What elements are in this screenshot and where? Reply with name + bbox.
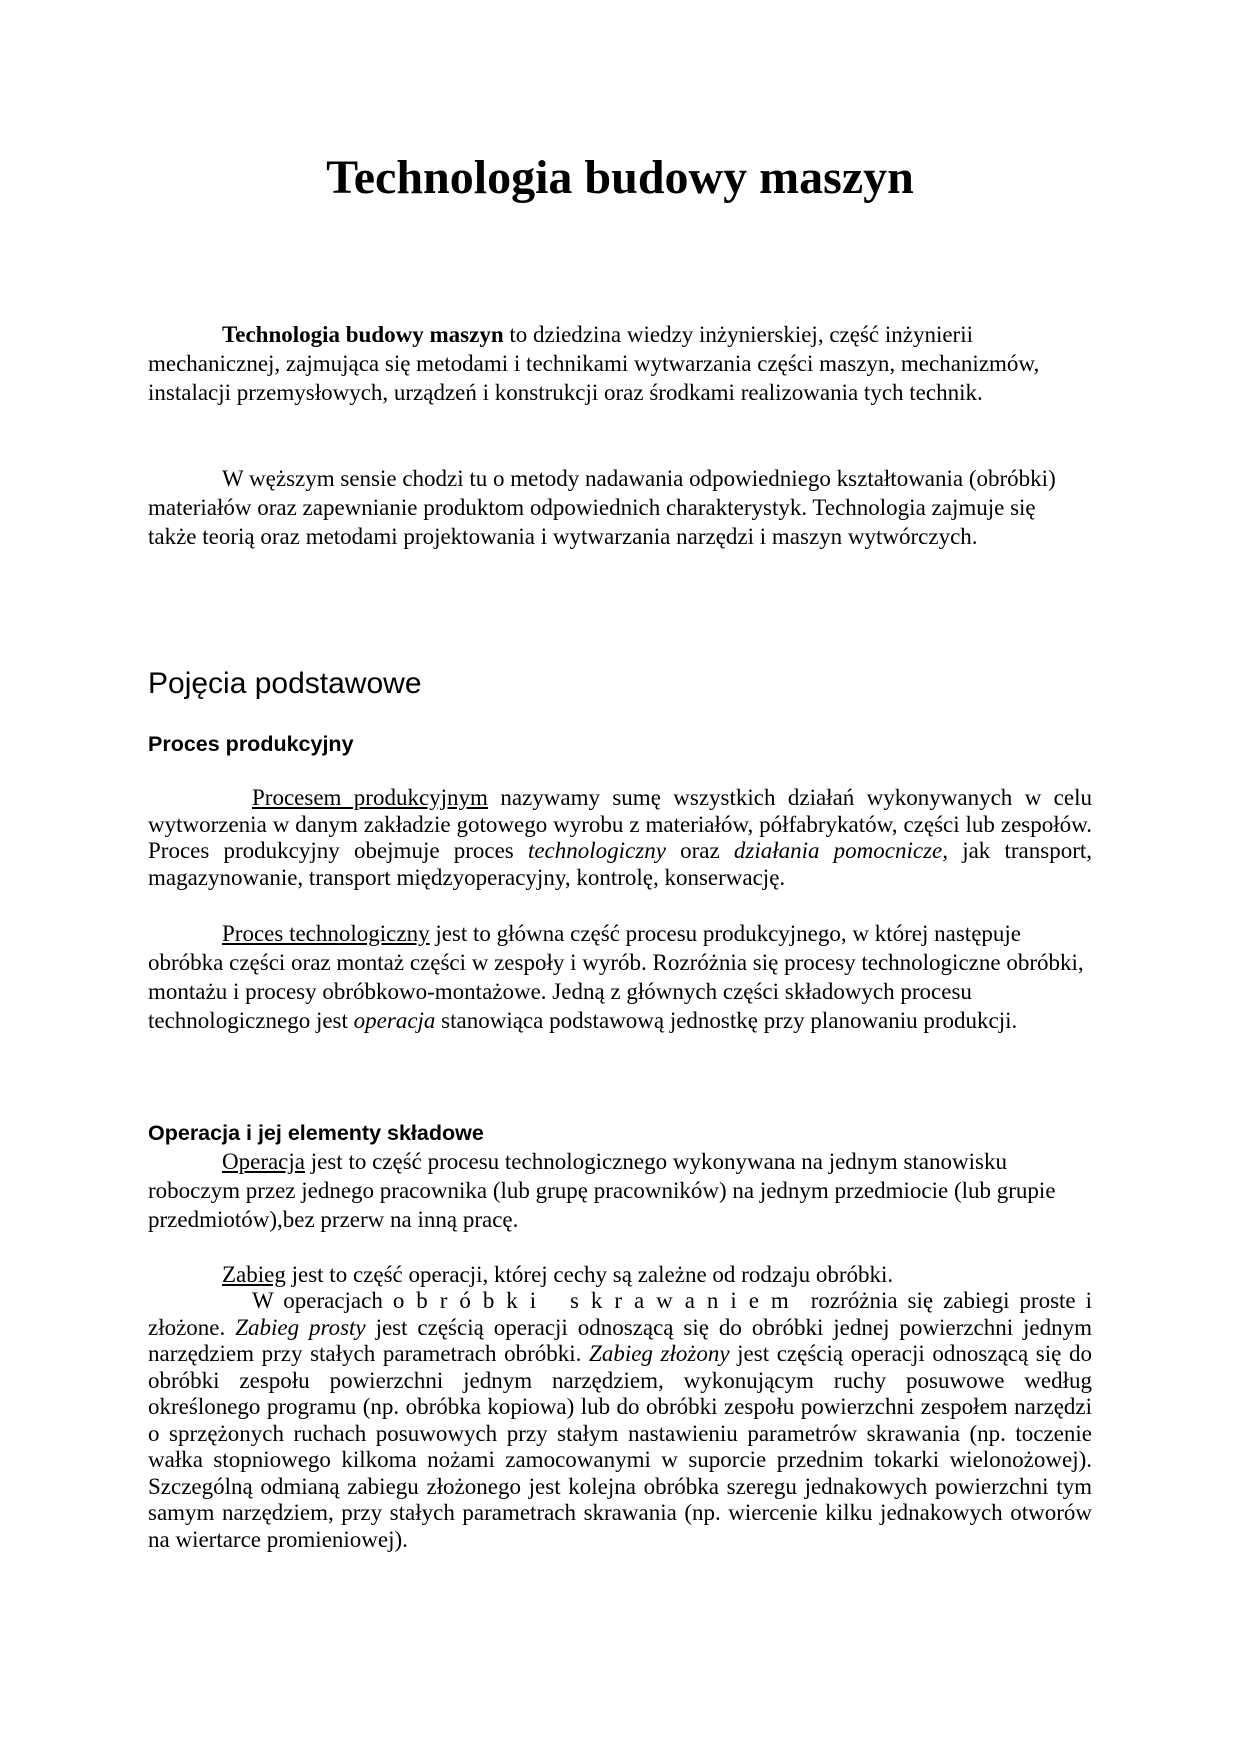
- zabiegi-paragraph: [148, 1288, 1092, 1553]
- technologiczny-text-a: jest to główna część procesu produkcyjnego, w której następuje obróbka części oraz montaż części w zespoły i wyrób. Rozróżnia się procesy technologiczne obróbki, montażu i procesy obróbkowo-montażowe. Jedną z głównych części składowych procesu technologicznego jest: [148, 921, 1084, 1033]
- zabiegi-text-c: jest częścią operacji odnoszącą się do obróbki jednej powierzchni jednym narzędziem przy stałych parametrach obróbki.: [148, 1314, 1092, 1366]
- operacja-paragraph: [148, 1147, 1092, 1234]
- proces-text-b: oraz: [665, 838, 734, 863]
- intro-term: Technologia budowy maszyn: [222, 322, 504, 347]
- proces-term: Procesem produkcyjnym: [252, 785, 488, 810]
- zabiegi-spaced-term: obróbki skrawaniem: [392, 1288, 801, 1313]
- zabiegi-text-b: rozróżnia się zabiegi proste i złożone.: [148, 1288, 1092, 1340]
- zabieg-paragraph: [148, 1262, 1092, 1289]
- technologiczny-text-b: stanowiąca podstawową jednostkę przy planowaniu produkcji.: [435, 1008, 1018, 1033]
- technologiczny-term: Proces technologiczny: [222, 921, 430, 946]
- intro-paragraph: [148, 320, 1088, 407]
- proces-text-c: jak transport, magazynowanie, transport międzyoperacyjny, kontrolę, konserwację.: [148, 838, 1092, 890]
- intro-text: to dziedzina wiedzy inżynierskiej, część inżynierii mechanicznej, zajmująca się metodami i technikami wytwarzania części maszyn, mechanizmów, instalacji przemysłowych, urządzeń i konstrukcji oraz środkami realizowania tych technik.: [148, 322, 1040, 405]
- proces-italic-2: działania pomocnicze,: [733, 838, 949, 863]
- technologiczny-paragraph: [148, 919, 1092, 1035]
- proces-heading: Proces produkcyjny: [148, 732, 354, 756]
- zabieg-prosty-term: Zabieg prosty: [235, 1314, 366, 1340]
- section-heading: Pojęcia podstawowe: [148, 667, 422, 700]
- technologiczny-italic: operacja: [353, 1008, 436, 1033]
- operacja-heading: Operacja i jej elementy składowe: [148, 1121, 484, 1145]
- scope-paragraph: W węższym sensie chodzi tu o metody nadawania odpowiedniego kształtowania (obróbki) materiałów oraz zapewnianie produktom odpowiednich charakterystyk. Technologia zajmuje się także teorią oraz metodami projektowania i wytwarzania narzędzi i maszyn wytwórczych.: [148, 466, 1056, 549]
- zabiegi-text-a: W operacjach: [252, 1288, 393, 1313]
- proces-paragraph: [148, 785, 1092, 891]
- zabieg-zlozony-term: Zabieg złożony: [589, 1341, 730, 1366]
- proces-text-a: nazywamy sumę wszystkich działań wykonywanych w celu wytworzenia w danym zakładzie gotowego wyrobu z materiałów, półfabrykatów, części lub zespołów. Proces produkcyjny obejmuje proces: [148, 785, 1092, 863]
- zabieg-term: Zabieg: [222, 1262, 286, 1287]
- operacja-text: jest to część procesu technologicznego wykonywana na jednym stanowisku roboczym przez jednego pracownika (lub grupę pracowników) na jednym przedmiocie (lub grupie przedmiotów),bez przerw na inną pracę.: [148, 1149, 1056, 1232]
- operacja-term: Operacja: [222, 1149, 305, 1174]
- document-title: Technologia budowy maszyn: [326, 151, 914, 204]
- zabiegi-text-d: jest częścią operacji odnoszącą się do obróbki zespołu powierzchni jednym narzędziem, wykonującym ruchy posuwowe według określonego programu (np. obróbka kopiowa) lub do obróbki zespołu powierzchni zespołem narzędzi o sprzężonych ruchach posuwowych przy stałym nastawieniu parametrów skrawania (np. toczenie wałka stopniowego kilkoma nożami zamocowanymi w suporcie przednim tokarki wielonożowej). Szczególną odmianą zabiegu złożonego jest kolejna obróbka szeregu jednakowych powierzchni tym samym narzędziem, przy stałych parametrach skrawania (np. wiercenie kilku jednakowych otworów na wiertarce promieniowej).: [148, 1341, 1092, 1552]
- zabieg-text: jest to część operacji, której cechy są zależne od rodzaju obróbki.: [285, 1262, 894, 1287]
- proces-italic-1: technologiczny: [527, 838, 666, 863]
